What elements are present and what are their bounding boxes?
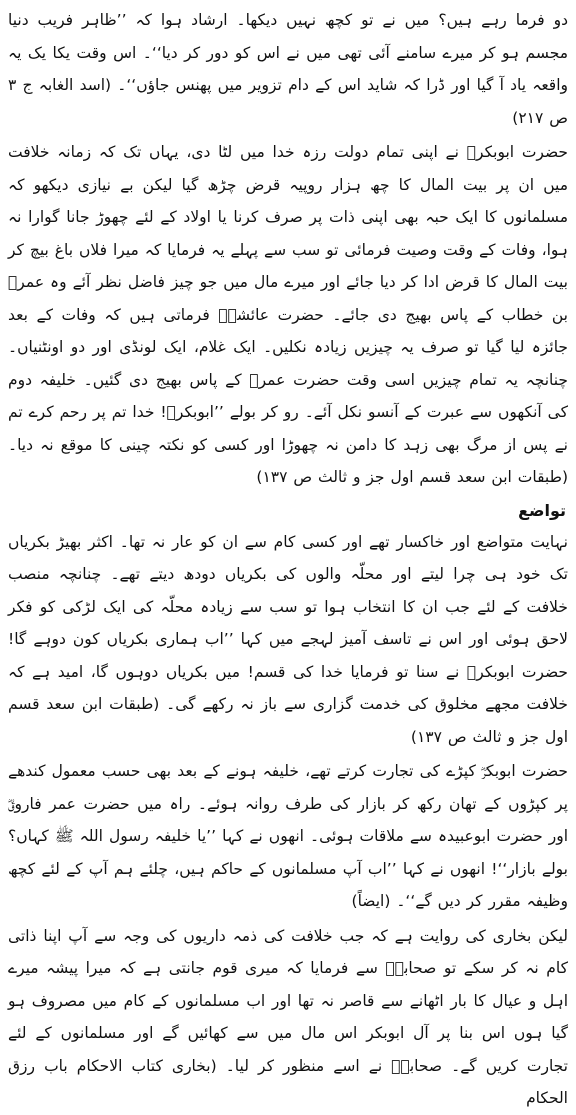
paragraph-humility: نہایت متواضع اور خاکسار تھے اور کسی کام سے ان کو عار نہ تھا۔ اکثر بھیڑ بکریاں تک خود ہی چرا لیتے اور محلّہ والوں کی بکریاں دودھ دیتے تھے۔ چنانچہ منصب خلافت کے لئے جب ان کا انتخاب ہوا تو سب سے زیادہ محلّہ کی ایک لڑکی کو فکر لاحق ہوئی اور اس نے تاسف آمیز لہجے میں کہا ’’اب ہماری بکریاں کون دوہے گا! حضرت ابوبکرؓ نے سنا تو فرمایا خدا کی قسم! میں بکریاں دوہوں گا، امید ہے کہ خلافت مجھے مخلوق کی خدمت گزاری سے باز نہ رکھے گی۔ (طبقات ابن سعد قسم اول جز و ثالث ص ۱۳۷) xyxy=(8,532,568,746)
paragraph-wealth-bequest: حضرت ابوبکرؓ نے اپنی تمام دولت رزہ خدا میں لٹا دی، یہاں تک کہ زمانہ خلافت میں ان پر بیت المال کا چھ ہزار روپیہ قرض چڑھ گیا لیکن بے نیازی دیکھو کہ مسلمانوں کا ایک حبہ بھی اپنی ذات پر صرف کرنا یا اولاد کے لئے چھوڑ جانا گوارا نہ ہوا، وفات کے وقت وصیت فرمائی تو سب سے پہلے یہ فرمایا کہ میرا فلاں باغ بیچ کر بیت المال کا قرض ادا کر دیا جائے اور میرے مال میں جو چیز فاضل نظر آئے وہ عمرؓ بن خطاب کے پاس بھیج دی جائے۔ حضرت عائشہؓ فرماتی ہیں کہ وفات کے بعد جائزہ لیا گیا تو صرف یہ چیزیں زیادہ نکلیں۔ ایک غلام، ایک لونڈی اور دو اونٹنیاں۔ چنانچہ یہ تمام چیزیں اسی وقت حضرت عمرؓ کے پاس بھیج دی گئیں۔ خلیفہ دوم کی آنکھوں سے عبرت کے آنسو نکل آئے۔ رو کر بولے ’’ابوبکرؓ! خدا تم پر رحم کرے تم نے پس از مرگ بھی زہد کا دامن نہ چھوڑا اور کسی کو نکتہ چینی کا موقع نہ دیا۔ (طبقات ابن سعد قسم اول جز و ثالث ص ۱۳۷) xyxy=(8,143,568,486)
paragraph-cloth-trade: حضرت ابوبکرؓ کپڑے کی تجارت کرتے تھے، خلیفہ ہونے کے بعد بھی حسب معمول کندھے پر کپڑوں کے تھان رکھ کر بازار کی طرف روانہ ہوئے۔ راہ میں حضرت عمر فاروقؓ اور حضرت ابوعبیدہ سے ملاقات ہوئی۔ انھوں نے کہا ’’یا خلیفہ رسول اللہ ﷺ کہاں؟ بولے بازار‘‘! انھوں نے کہا ’’اب آپ مسلمانوں کے حاکم ہیں، چلئے ہم آپ کے لئے کچھ وظیفہ مقرر کر دیں گے‘‘۔ (ایضاً) xyxy=(8,762,568,910)
section-heading-humility: تواضع xyxy=(518,500,566,520)
paragraph-closing-quote: دو فرما رہے ہیں؟ میں نے تو کچھ نہیں دیکھا۔ ارشاد ہوا کہ ’’ظاہر فریب دنیا مجسم ہو کر میرے سامنے آئی تھی میں نے اس کو دور کر دیا‘‘۔ اس وقت یکا یک یہ واقعہ یاد آ گیا اور ڈرا کہ شاید اس کے دام تزویر میں پھنس جاؤں‘‘۔ (اسد الغابہ ج ۳ ص ۲۱۷) xyxy=(8,11,568,127)
document-page xyxy=(8,4,568,1107)
paragraph-bukhari-narration: لیکن بخاری کی روایت ہے کہ جب خلافت کی ذمہ داریوں کی وجہ سے آپ اپنا ذاتی کام نہ کر سکے تو صحابہؓ سے فرمایا کہ میری قوم جانتی ہے کہ میرا پیشہ میرے اہل و عیال کا بار اٹھانے سے قاصر نہ تھا اور اب مسلمانوں کے کام میں مصروف ہو گیا ہوں اس بنا پر آل ابوبکر اس مال میں سے کھائیں گے اور مسلمانوں کے لئے تجارت کریں گے۔ صحابہؓ نے اسے منظور کر لیا۔ (بخاری کتاب الاحکام باب رزق الحکام xyxy=(8,926,568,1107)
